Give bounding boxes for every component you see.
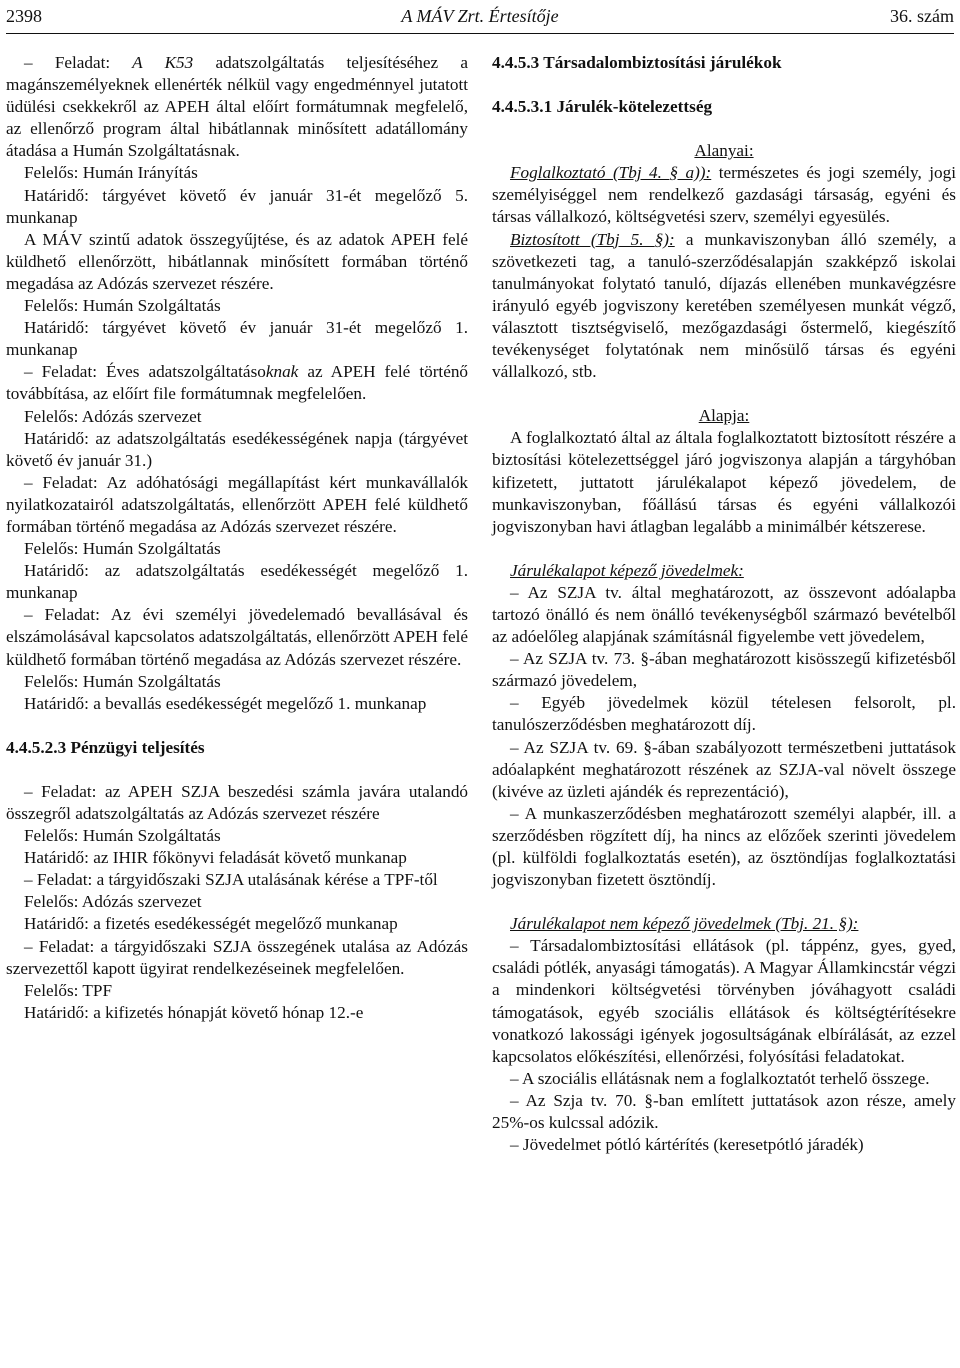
responsible-line [6,671,468,693]
responsible-label: Felelős: [24,980,79,1000]
paragraph-mav-data: A MÁV szintű adatok összegyűjtése, és az adatok APEH felé küldhető ellenőrzött, hibátlannak minősített formában történő megadása az Adózás szervezet részére. [6,229,468,293]
task-text: a tárgyidőszaki SZJA utalásának kérése a TPF-től [92,870,438,890]
responsible-line [6,891,468,913]
deadline-line [6,317,468,361]
subsection-heading: 4.4.5.3.1 Járulék-kötelezettség [492,97,713,117]
task-text: a tárgyidőszaki SZJA összegének utalása az Adózás szervezettől kapott ügyirat rendelkezéseinek megfelelően. [6,936,468,978]
deadline-value: tárgyévet követő év január 31-ét megelőző 1. munkanap [6,318,468,360]
deadline-line [6,560,468,604]
deadline-label: Határidő: [24,914,89,934]
deadline-label: Határidő: [24,693,89,713]
responsible-value: Humán Szolgáltatás [78,539,221,559]
deadline-value: a fizetés esedékességét megelőző munkanap [88,914,398,934]
deadline-line [6,185,468,229]
deadline-value: az adatszolgáltatás esedékességének napja (tárgyévet követő év január 31.) [6,428,468,470]
responsible-value: TPF [78,980,113,1000]
list-item: – Az SZJA tv. 69. §-ában szabályozott természetbeni juttatások adóalapként meghatározott részének az SZJA-val növelt összege (kivéve az üzleti ajándék és reprezentáció), [492,737,956,801]
spacer [492,383,956,405]
spacer [492,118,956,140]
issue-number: 36. szám [890,6,954,26]
task-dash: – [24,870,37,890]
deadline-value: a kifizetés hónapját követő hónap 12.-e [88,1002,364,1022]
task-dash: – [24,936,39,956]
task-text: A [110,53,165,72]
task-tax-authority [6,472,468,538]
insured-term: Biztosított (Tbj 5. [510,229,655,249]
task-szja-transfer-data [6,781,468,825]
task-dash: – [24,53,55,72]
responsible-value: Humán Szolgáltatás [78,671,221,691]
responsible-value: Adózás szervezet [78,406,202,426]
basis-paragraph: A foglalkoztató által az általa foglalkoztatott biztosított részére a biztosítási kötelezettséggel járó jogviszonya alapján a tárgyhóban kifizetett, juttatott járulékalapot képező jövedelem, de munkaviszonyban, főállású társas és egyéni vállalkozói jogviszonyban havi átlagban legalább a minimálbér kétszerese. [492,428,956,536]
task-label: Feladat: [44,605,100,625]
task-szja-transfer [6,936,468,980]
deadline-value: a bevallás esedékességét megelőző 1. munkanap [88,693,427,713]
page-number: 2398 [6,6,42,26]
section-heading: 4.4.5.2.3 Pénzügyi teljesítés [6,737,205,757]
task-label: Feladat: [41,781,97,801]
insured-ref: §): [654,229,675,249]
deadline-line [6,847,468,869]
task-text: az APEH felé történő továbbítása, az előírt file formátumnak megfelelően. [6,362,469,404]
deadline-label: Határidő: [24,185,89,205]
spacer [492,74,956,96]
basis-heading: Alapja: [698,406,750,426]
task-dash: – [24,472,43,492]
deadline-label: Határidő: [24,848,89,868]
insured-definition [492,229,956,384]
responsible-line [6,295,468,317]
responsible-label: Felelős: [24,296,79,316]
spacer [492,538,956,560]
employer-ref: § a)): [669,163,712,183]
deadline-value: tárgyévet követő év január 31-ét megelőző 5. munkanap [6,185,468,227]
spacer [6,759,468,781]
spacer [492,891,956,913]
responsible-label: Felelős: [24,826,79,846]
deadline-label: Határidő: [24,318,89,338]
task-text: adatszolgáltatás teljesítéséhez a magánszemélyeknek ellenérték nélkül vagy engedménnyel jutatott üdülési csekkekről az APEH által előírt formátumnak megfelelő, az ellenőrző program által hibátlannak minősített adatállomány átadása a Humán Szolgáltatásnak. [6,53,468,161]
task-code: K53 [164,53,194,72]
employer-definition [492,162,956,228]
task-label: Feladat: [42,472,98,492]
task-text-italic: knak [265,362,299,382]
responsible-label: Felelős: [24,892,79,912]
list-item: – A munkaszerződésben meghatározott személyi alapbér, ill. a szerződésben rögzített díj, ha nincs az előzőek szerinti jövedelem (pl. külföldi foglalkoztatás esetén), az ösztöndíjas foglalkoztatási jogviszonyban fizetett ösztöndíj. [492,803,956,890]
task-annual-tax-return [6,604,468,670]
deadline-line [6,693,468,715]
deadline-line [6,1002,468,1024]
deadline-label: Határidő: [24,561,89,581]
list-item: – Jövedelmet pótló kártérítés (keresetpótló járadék) [510,1135,864,1155]
subjects-heading: Alanyai: [694,141,754,161]
task-dash: – [24,781,42,801]
task-text: Az adóhatósági megállapítást kért munkavállalók nyilatkozatairól adatszolgáltatás, ellenőrzött APEH felé küldhető formában történő megadása az Adózás szervezet részére. [6,472,469,536]
header-rule [6,33,954,34]
spacer [6,715,468,737]
insured-text: a munkaviszonyban álló személy, a szövetkezeti tag, a tanuló-szerződésalapján szakképző iskolai tanulmányokat folytató tanuló, díjazás ellenében munkavégzésre irányuló egyéb jogviszony keretében személyesen munkát végző, választott tisztségviselő, mezőgazdasági őstermelő, kiegészítő tevékenységet folytatónak nem minősülő társas és egyéni vállalkozó, stb. [492,229,956,382]
deadline-value: az adatszolgáltatás esedékességét megelőző 1. munkanap [6,561,468,603]
responsible-label: Felelős: [24,539,79,559]
deadline-value: az IHIR főkönyvi feladását követő munkanap [88,848,407,868]
non-contribution-income-heading: Járulékalapot nem képező jövedelmek (Tbj. 21. §): [510,914,859,934]
task-annual-data [6,361,468,405]
list-item: – Az SZJA tv. által meghatározott, az összevont adóalapba tartozó önálló és nem önálló tevékenységből származó bevételből az adóelőleg alapjának számításnál figyelembe vett jövedelem, [492,582,956,647]
task-text: az APEH SZJA beszedési számla javára utalandó összegről adatszolgáltatás az Adózás szervezet részére [6,781,469,823]
section-heading: 4.4.5.3 Társadalombiztosítási járulékok [492,53,782,72]
responsible-line [6,538,468,560]
responsible-line [6,980,468,1002]
responsible-value: Humán Szolgáltatás [78,826,221,846]
responsible-label: Felelős: [24,671,79,691]
list-item: – Társadalombiztosítási ellátások (pl. táppénz, gyes, gyed, családi pótlék, anyasági támogatás). A Magyar Államkincstár végzi a mindenkori költségvetési törvényben jóváhagyott családi támogatások, egyéb szociális ellátások és költségtérítésekre vonatkozó lakossági igények jogosultságának elbírálását, az ezzel kapcsolatos előkészítési, ellenőrzési, folyósítási feladatokat. [492,936,956,1066]
responsible-value: Adózás szervezet [78,892,202,912]
task-text: Éves adatszolgáltatáso [97,362,266,382]
responsible-value: Humán Szolgáltatás [78,296,221,316]
deadline-label: Határidő: [24,428,89,448]
task-label: Feladat: [41,362,97,382]
task-dash: – [24,362,42,382]
responsible-line [6,406,468,428]
responsible-line [6,162,468,184]
right-column [492,52,956,1156]
page-header [6,4,954,30]
responsible-label: Felelős: [24,163,79,183]
responsible-value: Humán Irányítás [78,163,198,183]
task-label: Feladat: [38,936,95,956]
list-item: – Az SZJA tv. 73. §-ában meghatározott kisösszegű kifizetésből származó jövedelem, [492,649,956,691]
task-label: Feladat: [36,870,93,890]
deadline-line [6,913,468,935]
deadline-line [6,428,468,472]
task-k53 [6,52,468,162]
list-item: – A szociális ellátásnak nem a foglalkoztatót terhelő összege. [510,1068,930,1088]
employer-text: természetes és jogi személy, jogi személyiséggel nem rendelkező gazdasági társaság, egyéni és társas vállalkozó, költségvetési szerv, személyi egyesülés. [492,163,957,227]
deadline-label: Határidő: [24,1002,89,1022]
journal-title: A MÁV Zrt. Értesítője [401,6,559,26]
task-dash: – [24,605,45,625]
employer-term: Foglalkoztató (Tbj 4. [510,163,670,183]
responsible-label: Felelős: [24,406,79,426]
responsible-line [6,825,468,847]
contribution-base-income-heading: Járulékalapot képező jövedelmek: [510,560,744,580]
task-text: Az évi személyi jövedelemadó bevallásával és elszámolásával kapcsolatos adatszolgáltatás, ellenőrzött APEH felé küldhető formában történő megadása az Adózás szervezet részére. [6,605,468,669]
left-column [6,52,468,1024]
task-szja-transfer-request [6,869,468,891]
list-item: – Az Szja tv. 70. §-ban említett juttatások azon része, amely 25%-os kulcssal adózik. [492,1090,956,1133]
task-label: Feladat: [54,53,111,72]
list-item: – Egyéb jövedelmek közül tételesen felsorolt, pl. tanulószerződésben meghatározott díj. [492,693,956,735]
